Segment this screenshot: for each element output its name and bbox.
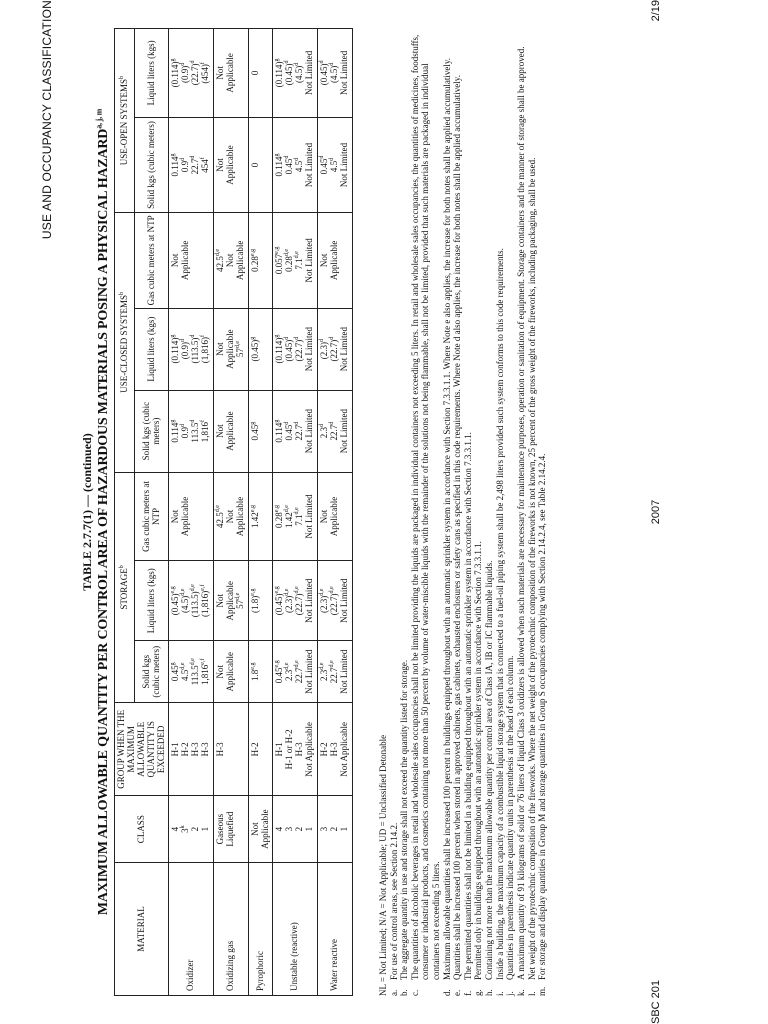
cell-closed-liquid: $(2.3)^d$ $(22.7)^d$ Not Limited [318,308,353,390]
cell-open-liquid: $(0.114)^g$ $(0.45)^d$ $(4.5)^d$ Not Limited [273,29,318,118]
header-group: GROUP WHEN THE MAXIMUM ALLOWABLE QUANTITY IS EXCEEDED [115,703,169,796]
note-item: b. The aggregate quantity in use and storage shall not exceed the quantity listed for storage. [399,659,410,996]
cell-storage-gas: 0.28$^{e,g}$ 1.42$^{d,e}$ 7.1$^{d,e}$ Not Limited [273,472,318,561]
note-item: e. Quantities shall be increased 100 percent when stored in approved cabinets, gas cabinets, exhausted enclosures or safety cans as specified in this code requirements. Where Note d also applies, the increase for both notes shall be applied accumulatively. [452,75,463,996]
header-storage-gas: Gas cubic meters at NTP [135,472,169,561]
cell-material: Water reactive [318,862,353,995]
cell-closed-liquid: $(0.114)^g$ $(0.45)^d$ $(22.7)^d$ Not Limited [273,308,318,390]
header-storage: STORAGE$^b$ [115,472,135,703]
header-closed-liquid: Liquid liters (kgs) [135,308,169,390]
table-row [318,29,353,996]
cell-closed-solid: 0.45$^g$ [248,390,273,472]
cell-open-liquid: $(0.45)^d$ $(4.5)^d$ Not Limited [318,29,353,118]
cell-storage-solid: 0.45$^g$ 4.5$^{d,e}$ 113.5$^{d,e}$ 1,816$^{e,f}$ [169,641,214,703]
header-open-solid: Solid kgs (cubic meters) [135,117,169,212]
cell-open-liquid: Not Applicable [214,29,249,118]
cell-closed-gas: 42.5$^{d,e}$ Not Applicable [214,213,249,308]
cell-open-liquid: $(0.114)^g$ $(0.9)^d$ $(22.7)^d$ $(454)^f$ [169,29,214,118]
cell-group: H-2 H-3 Not Applicable [318,703,353,796]
notes-legend: NL = Not Limited; N/A = Not Applicable; UD = Unclassified Detonable [378,734,388,996]
header-class: CLASS [115,796,169,863]
note-item: a. For use of control areas, see Section 2.14.2. [388,822,399,996]
cell-storage-liquid: $(2.3)^{d,e}$ $(22.7)^{d,e}$ Not Limited [318,561,353,641]
footer-page-number: 2/19 [650,0,662,22]
cell-closed-solid: 0.114$^g$ 0.45$^d$ 22.7$^d$ Not Limited [273,390,318,472]
cell-open-solid: 0.114$^g$ 0.9$^d$ 22.7$^d$ 454$^f$ [169,117,214,212]
header-material: MATERIAL [115,862,169,995]
note-item: d. Maximum allowable quantities shall be increased 100 percent in buildings equipped throughout with an automatic sprinkler system in accordance with Section 7.3.3.1.1. Where Note e also applies, the increase for both notes shall be applied accumulatively. [441,58,452,996]
cell-storage-solid: 2.3$^{d,e}$ 22.7$^{d,e}$ Not Limited [318,641,353,703]
cell-class: Not Applicable [248,796,273,863]
cell-material: Oxidizing gas [214,862,249,995]
cell-group: H-3 [214,703,249,796]
note-item: k. A maximum quantity of 91 kilograms of solid or 76 liters of liquid Class 3 oxidizers is allowed when such materials are necessary for maintenance purposes, operation or sanitation of equipment. Storage containers and the manner of storage shall be approved. [515,46,526,996]
note-item: f. The permitted quantities shall not be limited in a building equipped throughout with an automatic sprinkler system in accordance with Section 7.3.3.1.1. [462,432,473,996]
cell-storage-solid: Not Applicable [214,641,249,703]
table-row [169,29,214,996]
cell-closed-gas: Not Applicable [318,213,353,308]
cell-storage-liquid: $(0.45)^{e,g}$ $(2.3)^{d,e}$ $(22.7)^{d,e}$ Not Limited [273,561,318,641]
cell-storage-liquid: Not Applicable 57$^{d,e}$ [214,561,249,641]
cell-closed-gas: 0.28$^{e,g}$ [248,213,273,308]
cell-storage-solid: 1.8$^{e,g}$ [248,641,273,703]
note-item: c. The quantities of alcoholic beverages in retail and wholesale sales occupancies shall not be limited providing the liquids are packaged in individual containers not exceeding 5 liters. In retail and wholesale sales occupancies, the quantities of medicines, foodstuffs, consumer or industrial products, and cosmetics containing not more than 50 percent by volume of water-miscible liquids with the remainder of the solutions not being flammable, shall not be limited, provided that such materials are packaged in individual containers not exceeding 5 liters. [409,34,442,996]
cell-open-solid: 0.45$^d$ 4.5$^d$ Not Limited [318,117,353,212]
header-storage-solid: Solid kgs (cubic meters) [135,641,169,703]
cell-closed-solid: 2.3$^d$ 22.7$^d$ Not Limited [318,390,353,472]
header-closed-gas: Gas cubic meters at NTP [135,213,169,308]
table-row [214,29,249,996]
cell-storage-liquid: $(0.45)^{e,g}$ $(4.5)^{d,e}$ $(113.5)^{d,e}$ $(1,816)^{e,f}$ [169,561,214,641]
table-body [169,29,352,996]
table-subtitle-notes: a, j, m [94,108,104,129]
cell-closed-solid: 0.114$^g$ 0.9$^d$ 113.5$^d$ 1,816$^f$ [169,390,214,472]
note-item: m. For storage and display quantities in Group M and storage quantities in Group S occupancies complying with Section 2.14.2.4, see Table 2.14.2.4. [537,453,548,996]
cell-class: 4 3$^k$ 2 1 [169,796,214,863]
cell-open-solid: 0.114$^g$ 0.45$^d$ 4.5$^d$ Not Limited [273,117,318,212]
table-subtitle [96,0,112,1024]
header-use-open: USE-OPEN SYSTEMS$^b$ [115,29,135,213]
cell-storage-gas: Not Applicable [318,472,353,561]
cell-open-solid: 0 [248,117,273,212]
cell-class: Gaseous Liquefied [214,796,249,863]
note-item: j. Quantities in parenthesis indicate quantity units in parenthesis at the head of each column. [505,655,516,996]
cell-material: Pyrophoric [248,862,273,995]
cell-material: Unstable (reactive) [273,862,318,995]
cell-class: 4 3 2 1 [273,796,318,863]
hazard-quantity-table [114,28,353,996]
cell-storage-gas: 42.5$^{d,e}$ Not Applicable [214,472,249,561]
footer-code: SBC 201 [650,979,662,1024]
cell-storage-gas: 1.42$^{e,g}$ [248,472,273,561]
cell-closed-liquid: Not Applicable 57$^{d,e}$ [214,308,249,390]
table-subtitle-text: MAXIMUM ALLOWABLE QUANTITY PER CONTROL AREA OF HAZARDOUS MATERIALS POSING A PHYSICAL HAZARD [96,128,111,916]
cell-closed-gas: 0.057$^{e,g}$ 0.28$^{d,e}$ 7.1$^{d,e}$ Not Limited [273,213,318,308]
cell-group: H-1 H-1 or H-2 H-3 Not Applicable [273,703,318,796]
section-title: USE AND OCCUPANCY CLASSIFICATION [40,0,54,240]
cell-storage-liquid: $(1.8)^{e,g}$ [248,561,273,641]
table-notes [378,28,548,996]
cell-open-liquid: 0 [248,29,273,118]
note-item: h. Containing not more than the maximum allowable quantity per control area of Class IA, IB or IC flammable liquids. [484,560,495,996]
cell-storage-solid: 0.45$^{e,g}$ 2.3$^{d,e}$ 22.7$^{d,e}$ Not Limited [273,641,318,703]
cell-class: 3 2 1 [318,796,353,863]
table-row [273,29,318,996]
note-item: g. Permitted only in buildings equipped throughout with an automatic sprinkler system in accordance with Section 7.3.3.1.1. [473,541,484,996]
cell-open-solid: Not Applicable [214,117,249,212]
note-item: l. Net weight of the pyrotechnic composition of the fireworks. Where the net weight of the pyrotechnic composition of the fireworks is not known, 25 percent of the gross weight of the fireworks, including packaging, shall be used. [526,157,537,996]
header-use-closed: USE-CLOSED SYSTEMS$^b$ [115,213,135,472]
cell-closed-liquid: $(0.114)^g$ $(0.9)^d$ $(113.5)^d$ $(1,816)^f$ [169,308,214,390]
footer-year: 2007 [650,499,662,525]
cell-storage-gas: Not Applicable [169,472,214,561]
cell-material: Oxidizer [169,862,214,995]
cell-group: H-2 [248,703,273,796]
table-title: TABLE 2.7.7(1) — (continued) [80,433,94,591]
cell-closed-solid: Not Applicable [214,390,249,472]
table-row [248,29,273,996]
header-storage-liquid: Liquid liters (kgs) [135,561,169,641]
cell-group: H-1 H-2 H-3 H-3 [169,703,214,796]
cell-closed-liquid: $(0.45)^g$ [248,308,273,390]
header-closed-solid: Solid kgs (cubic meters) [135,390,169,472]
cell-closed-gas: Not Applicable [169,213,214,308]
note-item: i. Inside a building, the maximum capacity of a combustible liquid storage system that is connected to a fuel-oil piping system shall be 2,498 liters provided such system conforms to this code requirements. [494,248,505,996]
header-open-liquid: Liquid liters (kgs) [135,29,169,118]
notes-list [389,28,548,996]
